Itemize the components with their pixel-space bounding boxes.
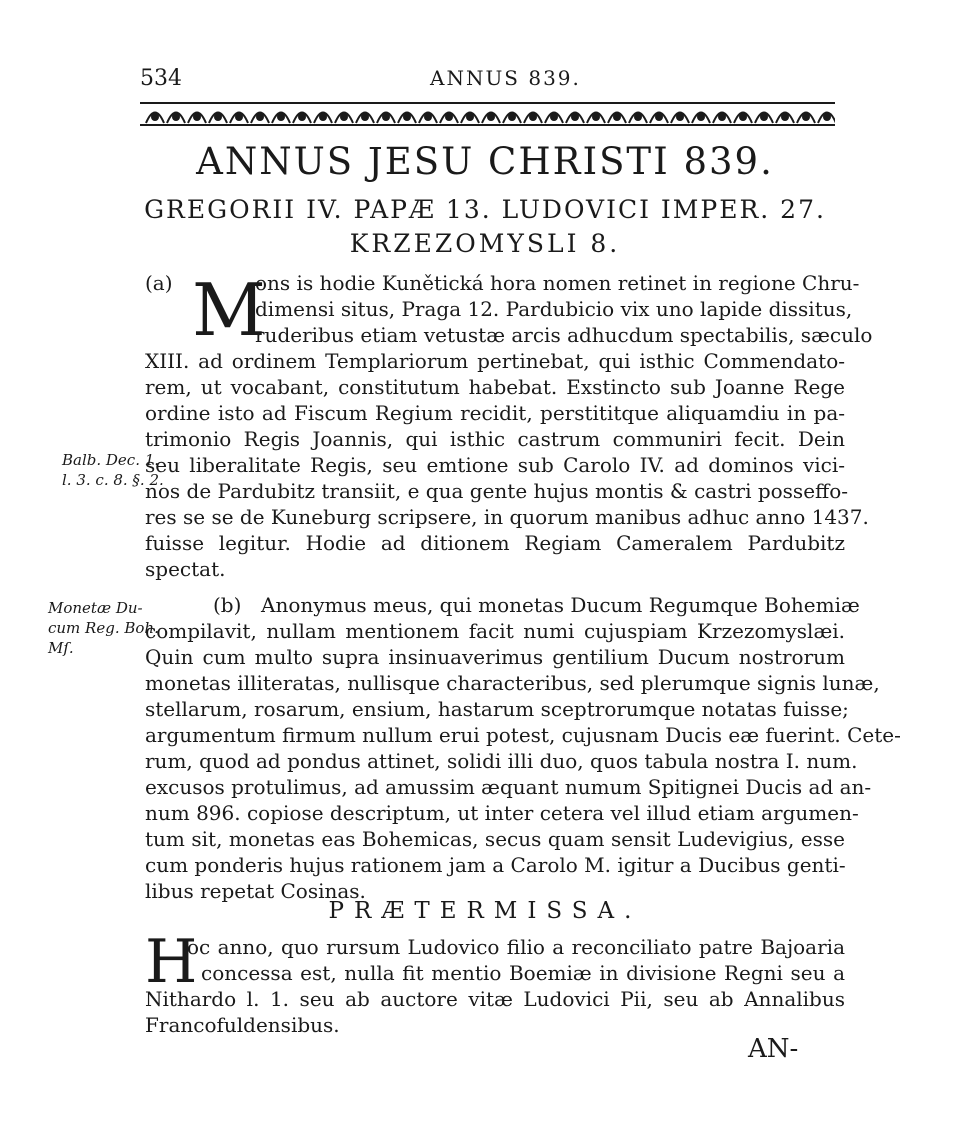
ornament-dot bbox=[320, 114, 326, 120]
catchword: AN- bbox=[748, 1034, 799, 1064]
ornament-dot bbox=[740, 114, 746, 120]
dropcap-m: M bbox=[192, 268, 266, 352]
note-a-line: trimonio Regis Joannis, qui isthic castrum communiri fecit. Dein bbox=[145, 427, 845, 451]
ornament-dot bbox=[362, 114, 368, 120]
ornament-dot bbox=[215, 114, 221, 120]
note-a-line-1: (a) ons is hodie Kunětická hora nomen retinet in regione Chru- bbox=[145, 271, 860, 295]
note-b-line: excusos protulimus, ad amussim æquant numum Spitignei Ducis ad an- bbox=[145, 775, 872, 799]
note-a-line: ruderibus etiam vetustæ arcis adhucdum spectabilis, sæculo bbox=[255, 323, 873, 347]
note-a-line: ordine isto ad Fiscum Regium recidit, perstititque aliquamdiu in pa- bbox=[145, 401, 845, 425]
dropcap-h: H bbox=[145, 927, 198, 997]
ornament-dot bbox=[677, 114, 683, 120]
praetermissa-line: concessa est, nulla fit mentio Boemiæ in divisione Regni seu a bbox=[201, 961, 845, 985]
ornament-dot bbox=[236, 114, 242, 120]
ornament-dot bbox=[173, 114, 179, 120]
ornament-dot bbox=[467, 114, 473, 120]
ornament-dot bbox=[551, 114, 557, 120]
note-b-line-1: (b) Anonymus meus, qui monetas Ducum Regumque Bohemiæ bbox=[213, 593, 860, 617]
note-b-line: monetas illiteratas, nullisque characteribus, sed plerumque signis lunæ, bbox=[145, 671, 880, 695]
note-a-line: rem, ut vocabant, constitutum habebat. Exstincto sub Joanne Rege bbox=[145, 375, 845, 399]
ornament-border bbox=[140, 100, 835, 128]
note-b-line: cum ponderis hujus rationem jam a Carolo M. igitur a Ducibus genti- bbox=[145, 853, 846, 877]
note-b-line: num 896. copiose descriptum, ut inter cetera vel illud etiam argumen- bbox=[145, 801, 859, 825]
note-b-line: argumentum firmum nullum erui potest, cujusnam Ducis eæ fuerint. Cete- bbox=[145, 723, 901, 747]
note-a-line: spectat. bbox=[145, 557, 226, 581]
ornament-dot bbox=[572, 114, 578, 120]
page-number: 534 bbox=[140, 66, 182, 91]
ornament-dot bbox=[446, 114, 452, 120]
ornament-dot bbox=[719, 114, 725, 120]
ornament-dot bbox=[425, 114, 431, 120]
note-a bbox=[145, 268, 873, 582]
section-heading: PRÆTERMISSA. bbox=[328, 898, 642, 924]
note-a-line: res se se de Kuneburg scripsere, in quorum manibus adhuc anno 1437. bbox=[145, 505, 869, 529]
note-a-line: seu liberalitate Regis, seu emtione sub Carolo IV. ad dominos vici- bbox=[145, 453, 845, 477]
note-b-line: compilavit, nullam mentionem facit numi cujuspiam Krzezomyslæi. bbox=[145, 619, 845, 643]
note-b-line: libus repetat Cosinas. bbox=[145, 879, 366, 903]
running-head: ANNUS 839. bbox=[430, 66, 581, 90]
ornament-dot bbox=[824, 114, 830, 120]
ornament-dot bbox=[698, 114, 704, 120]
ornament-dot bbox=[656, 114, 662, 120]
note-b-marker: (b) bbox=[213, 593, 242, 617]
ornament-dot bbox=[782, 114, 788, 120]
ornament-dot bbox=[614, 114, 620, 120]
note-a-marker: (a) bbox=[145, 271, 173, 295]
ornament-dot bbox=[509, 114, 515, 120]
title-subline-1: GREGORII IV. PAPÆ 13. LUDOVICI IMPER. 27. bbox=[144, 195, 826, 224]
note-b-line: tum sit, monetas eas Bohemicas, secus quam sensit Ludevigius, esse bbox=[145, 827, 845, 851]
ornament-dot bbox=[635, 114, 641, 120]
margin-note-a: Balb. Dec. 1. l. 3. c. 8. §. 2. bbox=[62, 451, 164, 489]
ornament-dot bbox=[278, 114, 284, 120]
note-b bbox=[145, 592, 901, 904]
ornament-dot bbox=[593, 114, 599, 120]
ornament-dot bbox=[341, 114, 347, 120]
praetermissa-paragraph bbox=[145, 927, 845, 1038]
title-subline-2: KRZEZOMYSLI 8. bbox=[349, 229, 621, 258]
ornament-dot bbox=[194, 114, 200, 120]
page-title: ANNUS JESU CHRISTI 839. bbox=[196, 140, 774, 183]
ornament-dot bbox=[404, 114, 410, 120]
praetermissa-line: oc anno, quo rursum Ludovico filio a reconciliato patre Bajoaria bbox=[187, 935, 845, 959]
margin-note-b: Monetæ Du- cum Reg. Boh. Mſ. bbox=[48, 599, 159, 657]
praetermissa-line: Francofuldensibus. bbox=[145, 1013, 340, 1037]
ornament-dot bbox=[152, 114, 158, 120]
note-b-line: rum, quod ad pondus attinet, solidi illi duo, quos tabula nostra I. num. bbox=[145, 749, 858, 773]
praetermissa-line: Nithardo l. 1. seu ab auctore vitæ Ludovici Pii, seu ab Annalibus bbox=[145, 987, 845, 1011]
ornament-dot bbox=[383, 114, 389, 120]
note-b-line: Quin cum multo supra insinuaverimus gentilium Ducum nostrorum bbox=[145, 645, 845, 669]
note-a-line: nos de Pardubitz transiit, e qua gente hujus montis & castri posseffo- bbox=[145, 479, 849, 503]
ornament-dot bbox=[803, 114, 809, 120]
ornament-dot bbox=[257, 114, 263, 120]
note-a-line: fuisse legitur. Hodie ad ditionem Regiam Cameralem Pardubitz bbox=[145, 531, 845, 555]
note-a-line: XIII. ad ordinem Templariorum pertinebat, qui isthic Commendato- bbox=[145, 349, 845, 373]
note-b-line: stellarum, rosarum, ensium, hastarum sceptrorumque notatas fuisse; bbox=[145, 697, 849, 721]
note-a-line: dimensi situs, Praga 12. Pardubicio vix uno lapide dissitus, bbox=[255, 297, 853, 321]
ornament-dot bbox=[530, 114, 536, 120]
ornament-dot bbox=[488, 114, 494, 120]
ornament-dot bbox=[299, 114, 305, 120]
ornament-dot bbox=[761, 114, 767, 120]
